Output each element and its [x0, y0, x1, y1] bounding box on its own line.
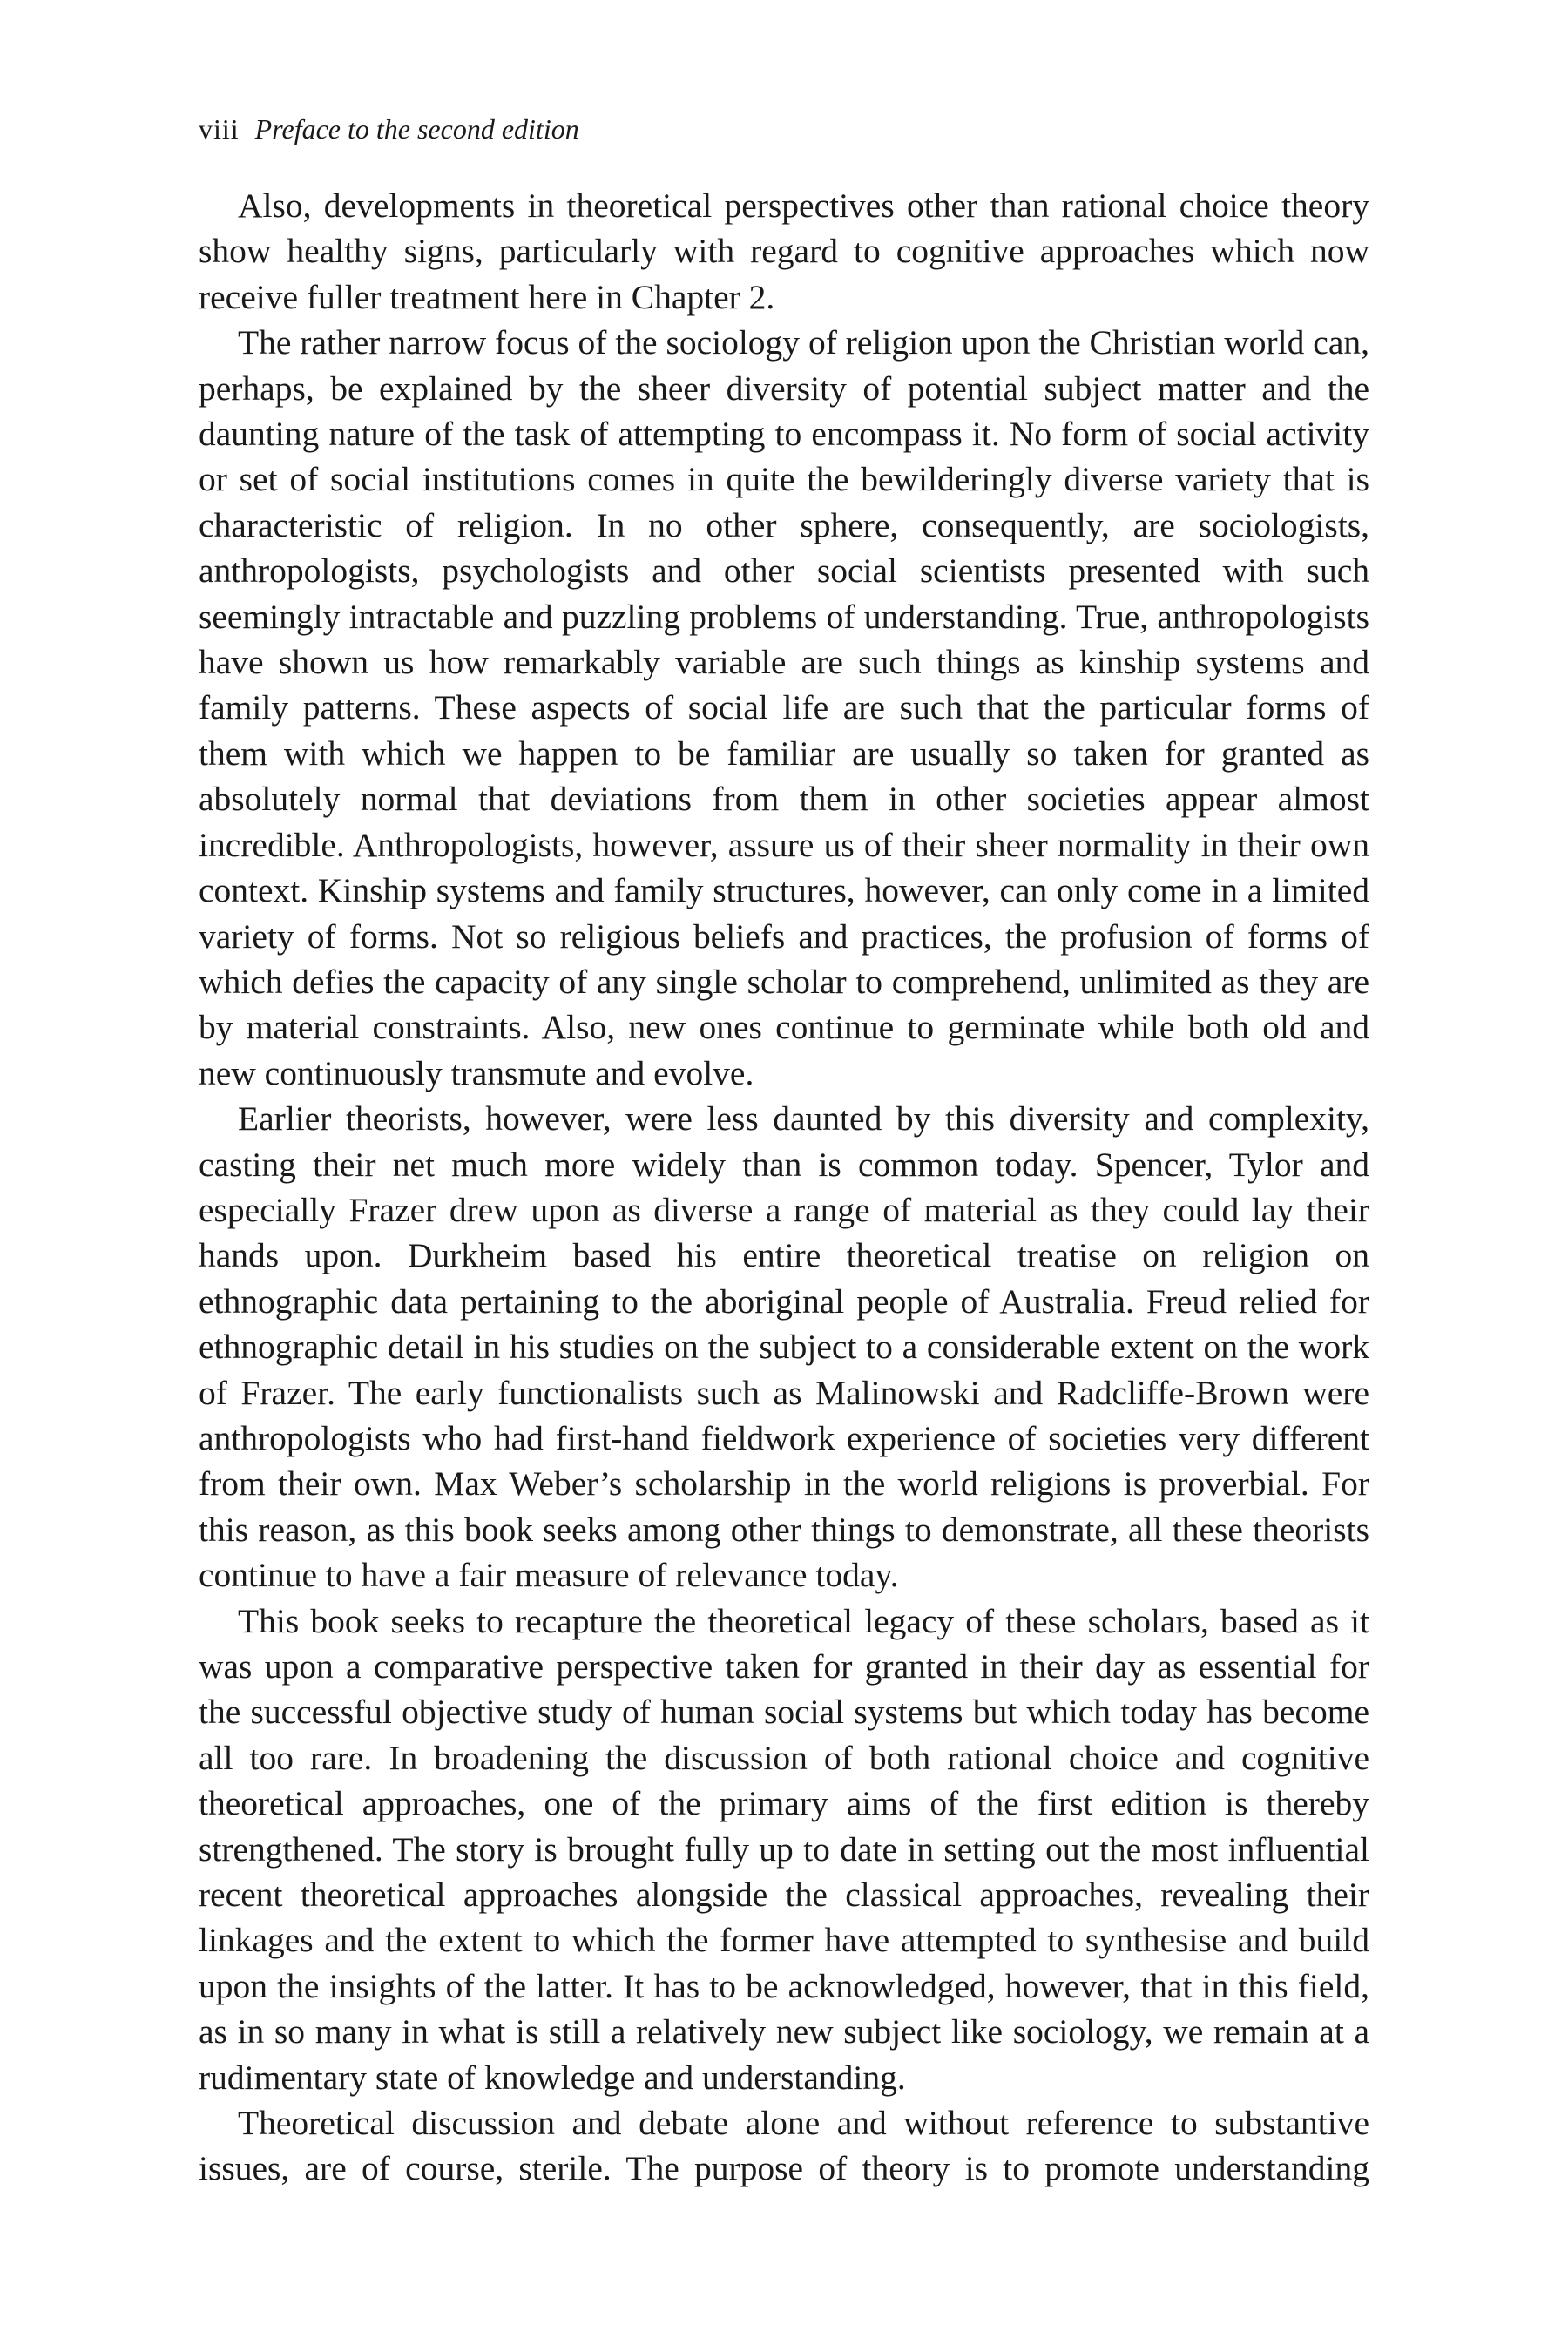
paragraph-continued: Also, developments in theoretical perspectives other than rational choice theory show healthy signs, particularly with regard to cognitive approaches which now receive fuller treatment here in Chapter 2.: [199, 186, 1369, 316]
paragraph-book-aims: This book seeks to recapture the theoretical legacy of these scholars, based as it was upon a comparative perspective taken for granted in their day as essential for the successful objective study of human social systems but which today has become all too rare. In broadening the discussion of both rational choice and cognitive theoretical approaches, one of the primary aims of the first edition is thereby strengthened. The story is brought fully up to date in setting out the most influential recent theoretical approaches alongside the classical approaches, revealing their linkages and the extent to which the former have attempted to synthesise and build upon the insights of the latter. It has to be acknowledged, however, that in this field, as in so many in what is still a relatively new subject like sociology, we remain at a rudimentary state of knowledge and understanding.: [199, 1601, 1369, 2097]
paragraph-earlier-theorists: Earlier theorists, however, were less daunted by this diversity and complexity, casting their net much more widely than is common today. Spencer, Tylor and especially Frazer drew upon as diverse a range of material as they could lay their hands upon. Durkheim based his entire theoretical treatise on religion on ethnographic data pertaining to the aboriginal people of Australia. Freud relied for ethnographic detail in his studies on the subject to a considerable extent on the work of Frazer. The early functionalists such as Malinowski and Radcliffe-Brown were anthropologists who had first-hand fieldwork experience of societies very different from their own. Max Weber’s scholarship in the world religions is proverbial. For this reason, as this book seeks among other things to demonstrate, all these theorists continue to have a fair measure of relevance today.: [199, 1099, 1369, 1595]
paragraph-theoretical-discussion: Theoretical discussion and debate alone and without reference to substantive issues, are of course, sterile. The purpose of theory is to promote understanding: [199, 2104, 1369, 2188]
body-text: [199, 183, 1369, 2192]
page-number: viii: [199, 113, 240, 145]
running-head-title: Preface to the second edition: [254, 113, 579, 145]
running-head: [199, 112, 579, 146]
paragraph-diversity: The rather narrow focus of the sociology of religion upon the Christian world can, perhaps, be explained by the sheer diversity of potential subject matter and the daunting nature of the task of attempting to encompass it. No form of social activity or set of social institutions comes in quite the bewilderingly diverse variety that is characteristic of religion. In no other sphere, consequently, are sociologists, anthropologists, psychologists and other social scientists presented with such seemingly intractable and puzzling problems of understanding. True, anthropologists have shown us how remarkably variable are such things as kinship systems and family patterns. These aspects of social life are such that the particular forms of them with which we happen to be familiar are usually so taken for granted as absolutely normal that deviations from them in other societies appear almost incredible. Anthropologists, however, assure us of their sheer normality in their own context. Kinship systems and family structures, however, can only come in a limited variety of forms. Not so religious beliefs and practices, the profusion of forms of which defies the capacity of any single scholar to comprehend, unlimited as they are by material constraints. Also, new ones continue to germinate while both old and new continuously transmute and evolve.: [199, 323, 1369, 1092]
